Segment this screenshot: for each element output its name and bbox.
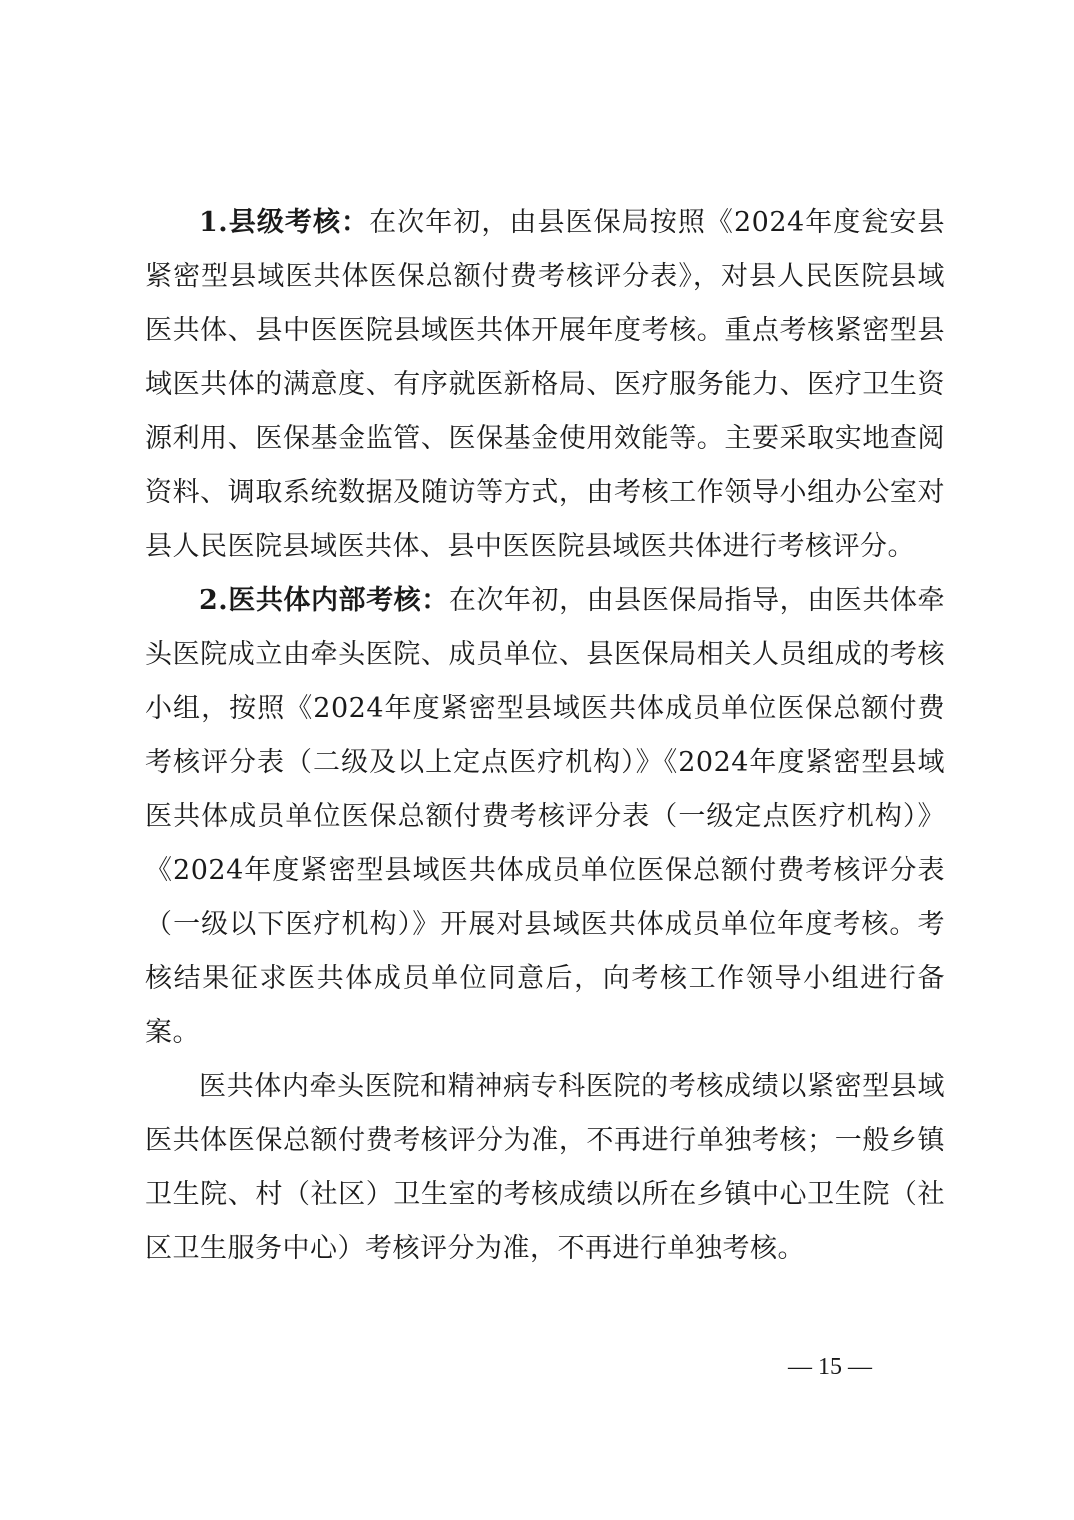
paragraph-score-basis: [145, 1060, 945, 1276]
paragraph-internal-assessment: [145, 574, 945, 1060]
page-number: — 15 —: [788, 1354, 872, 1380]
heading-internal-assessment: 2.医共体内部考核：: [199, 585, 449, 616]
paragraph-county-assessment: [145, 196, 945, 574]
paragraph-internal-assessment-text: 在次年初，由县医保局指导，由医共体牵头医院成立由牵头医院、成员单位、县医保局相关人员组成的考核小组，按照《2024年度紧密型县域医共体成员单位医保总额付费考核评分表（二级及以上定点医疗机构）》《2024年度紧密型县域医共体成员单位医保总额付费考核评分表（一级定点医疗机构）》《2024年度紧密型县域医共体成员单位医保总额付费考核评分表（一级以下医疗机构）》开展对县域医共体成员单位年度考核。考核结果征求医共体成员单位同意后，向考核工作领导小组进行备案。: [145, 585, 946, 1048]
paragraph-county-assessment-text: 在次年初，由县医保局按照《2024年度瓮安县紧密型县域医共体医保总额付费考核评分表》，对县人民医院县域医共体、县中医医院县域医共体开展年度考核。重点考核紧密型县域医共体的满意度、有序就医新格局、医疗服务能力、医疗卫生资源利用、医保基金监管、医保基金使用效能等。主要采取实地查阅资料、调取系统数据及随访等方式，由考核工作领导小组办公室对县人民医院县域医共体、县中医医院县域医共体进行考核评分。: [145, 207, 946, 562]
heading-county-assessment: 1.县级考核：: [199, 207, 370, 238]
paragraph-score-basis-text: 医共体内牵头医院和精神病专科医院的考核成绩以紧密型县域医共体医保总额付费考核评分为准，不再进行单独考核；一般乡镇卫生院、村（社区）卫生室的考核成绩以所在乡镇中心卫生院（社区卫生服务中心）考核评分为准，不再进行单独考核。: [145, 1071, 945, 1264]
document-body: [145, 196, 945, 1276]
